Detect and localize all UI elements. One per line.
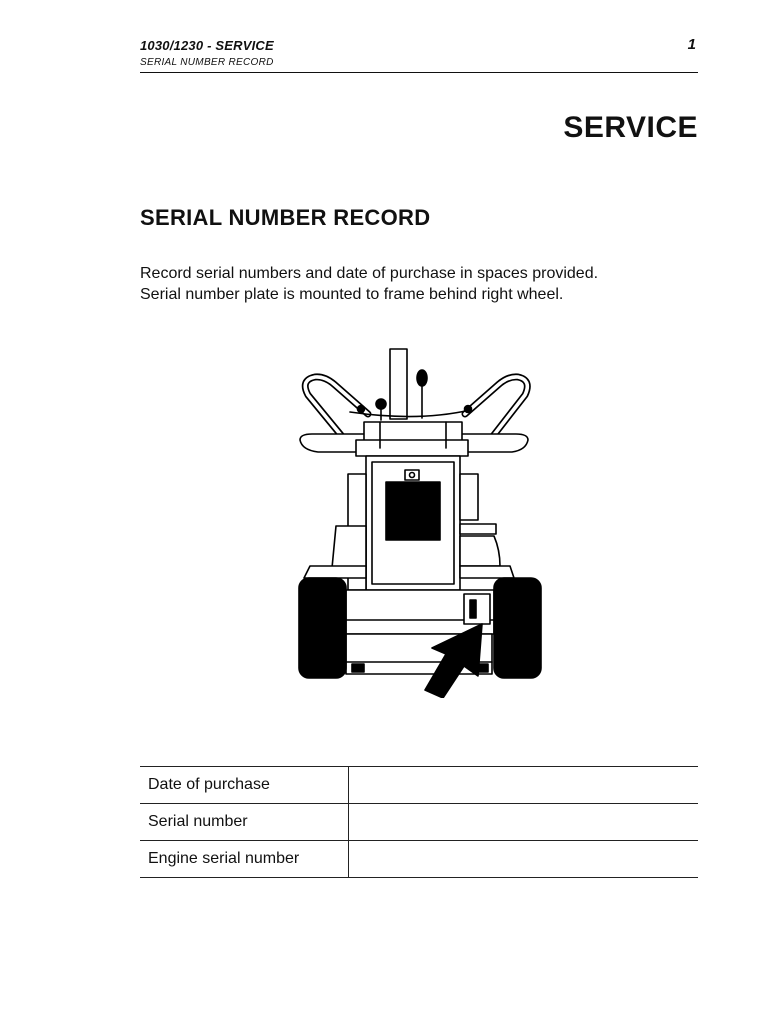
row-label: Engine serial number bbox=[140, 841, 349, 878]
table-row bbox=[140, 804, 698, 841]
serial-number-field[interactable] bbox=[349, 804, 699, 841]
header-title: 1030/1230 - SERVICE bbox=[140, 38, 274, 53]
date-of-purchase-field[interactable] bbox=[349, 767, 699, 804]
section-title: SERVICE bbox=[563, 111, 698, 144]
table-row bbox=[140, 841, 698, 878]
intro-text bbox=[140, 263, 720, 305]
row-label: Serial number bbox=[140, 804, 349, 841]
intro-line-2: Serial number plate is mounted to frame behind right wheel. bbox=[140, 286, 564, 303]
serial-record-table bbox=[140, 766, 698, 878]
table-row bbox=[140, 767, 698, 804]
page-number: 1 bbox=[687, 36, 696, 53]
row-label: Date of purchase bbox=[140, 767, 349, 804]
page-heading: SERIAL NUMBER RECORD bbox=[140, 205, 431, 230]
header-rule bbox=[140, 72, 698, 73]
intro-line-1: Record serial numbers and date of purchase in spaces provided. bbox=[140, 265, 599, 282]
engine-serial-number-field[interactable] bbox=[349, 841, 699, 878]
header-subtitle: SERIAL NUMBER RECORD bbox=[140, 57, 274, 68]
mower-illustration bbox=[294, 346, 544, 698]
